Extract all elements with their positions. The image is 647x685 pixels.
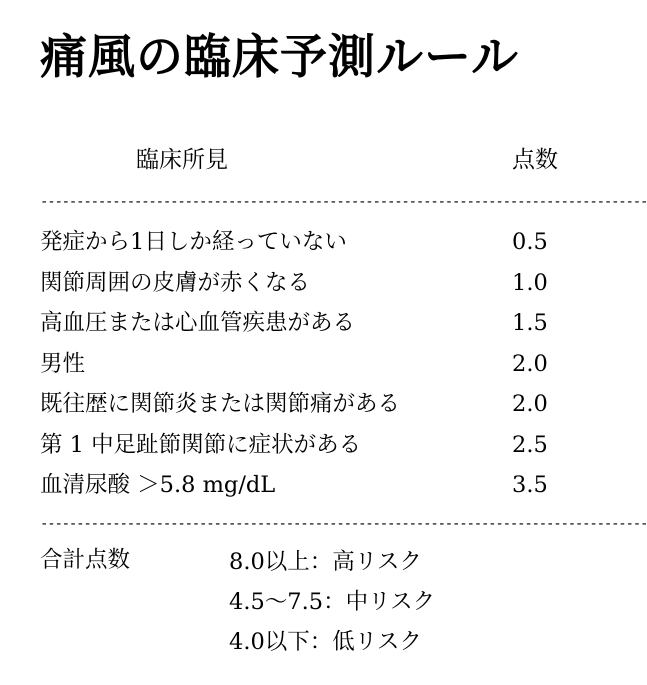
- finding-label: 既往歴に関節炎または関節痛がある: [40, 391, 401, 417]
- finding-points: 2.0: [512, 350, 548, 377]
- column-header-finding: 臨床所見: [136, 147, 228, 173]
- table-row: [40, 307, 580, 348]
- table-row: [40, 429, 580, 470]
- risk-low: 4.0以下：低リスク: [229, 629, 422, 655]
- column-header-points: 点数: [512, 147, 558, 173]
- findings-table: [40, 226, 580, 510]
- finding-label: 血清尿酸 ＞5.8 mg/dL: [40, 472, 276, 498]
- risk-high: 8.0以上：高リスク: [229, 549, 422, 575]
- finding-label: 男性: [40, 350, 86, 377]
- finding-label: 発症から1日しか経っていない: [40, 229, 347, 255]
- finding-points: 2.5: [512, 431, 548, 458]
- finding-points: 2.0: [512, 391, 548, 417]
- total-score-label: 合計点数: [40, 547, 131, 573]
- finding-points: 1.5: [512, 310, 548, 336]
- finding-points: 1.0: [512, 269, 548, 296]
- table-row: [40, 388, 580, 429]
- dashed-divider-top: ------------------------------------------------------------------------------------: [40, 194, 647, 210]
- finding-label: 関節周囲の皮膚が赤くなる: [40, 269, 311, 296]
- table-row: [40, 348, 580, 389]
- finding-points: 3.5: [512, 472, 548, 498]
- risk-category-list: [229, 546, 435, 666]
- table-row: [40, 226, 580, 267]
- page-title: 痛風の臨床予測ルール: [40, 30, 520, 85]
- table-row: [40, 267, 580, 308]
- dashed-divider-bottom: ------------------------------------------------------------------------------------: [40, 516, 647, 532]
- finding-points: 0.5: [512, 229, 548, 255]
- table-row: [40, 469, 580, 510]
- risk-medium: 4.5〜7.5：中リスク: [229, 589, 436, 615]
- finding-label: 高血圧または心血管疾患がある: [40, 310, 356, 336]
- finding-label: 第 1 中足趾節関節に症状がある: [40, 431, 362, 458]
